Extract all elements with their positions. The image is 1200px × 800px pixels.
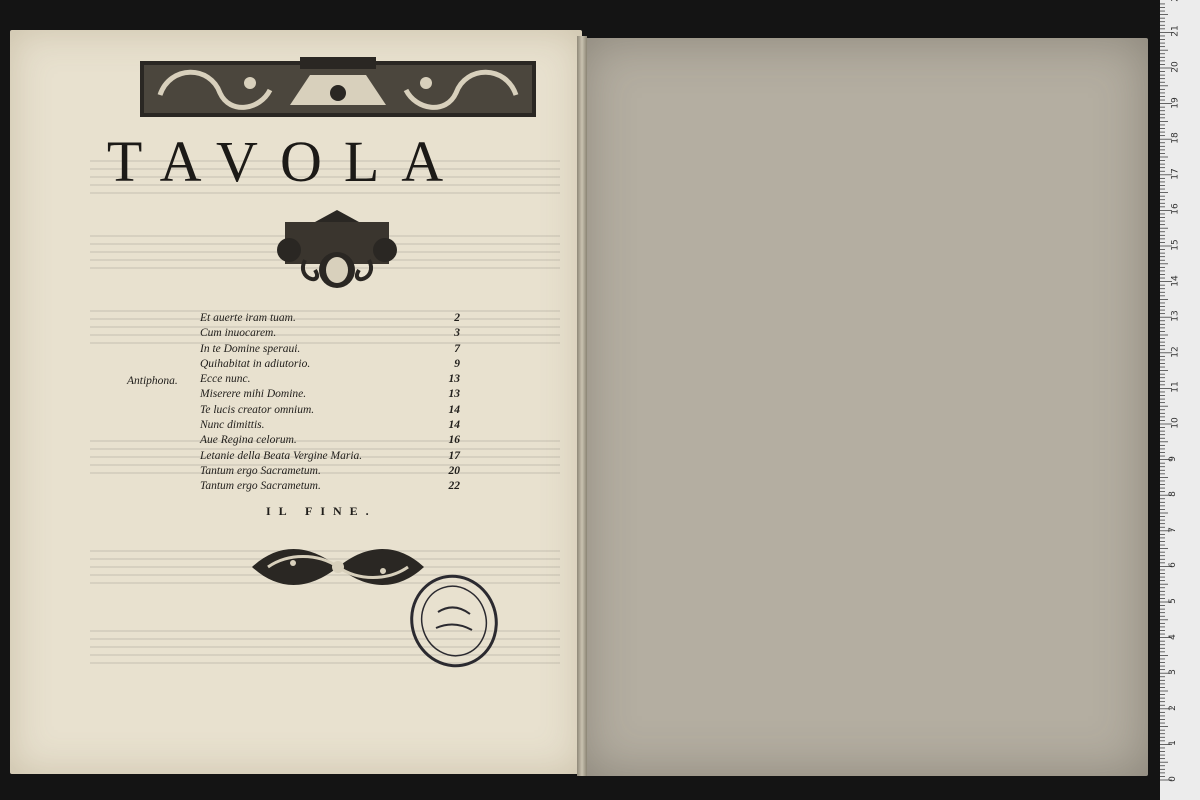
table-of-contents — [200, 311, 460, 495]
toc-entry-page: 3 — [454, 327, 460, 340]
end-text: IL FINE. — [266, 504, 377, 518]
headpiece-ornament — [140, 55, 536, 121]
toc-entry-title: Aue Regina celorum. — [200, 434, 297, 447]
tailpiece-ornament — [248, 543, 428, 591]
toc-entry-page: 14 — [448, 403, 460, 416]
toc-entry — [200, 418, 460, 433]
toc-entry — [200, 357, 460, 372]
ruler-label: 3 — [1167, 669, 1178, 676]
toc-entry-title: Tantum ergo Sacrametum. — [200, 480, 321, 493]
ruler-label: 12 — [1170, 346, 1181, 358]
toc-entry-title: Te lucis creator omnium. — [200, 403, 315, 416]
ruler-label: 19 — [1170, 96, 1181, 109]
toc-entry — [200, 449, 460, 464]
mask-ornament — [275, 210, 399, 290]
toc-entry-title: Tantum ergo Sacrametum. — [200, 464, 321, 477]
toc-entry-page: 13 — [448, 373, 460, 386]
ruler-label: 0 — [1167, 776, 1178, 782]
ruler-label: 1 — [1167, 740, 1178, 747]
toc-entry-title: Nunc dimittis. — [200, 419, 265, 432]
ruler-label: 2 — [1167, 704, 1178, 711]
toc-entry-page: 13 — [448, 388, 460, 401]
page-title: TAVOLA — [106, 129, 466, 194]
book-gutter — [577, 36, 587, 776]
toc-entry — [200, 464, 460, 479]
toc-entry-page: 9 — [454, 357, 460, 370]
ruler-ticks — [1160, 0, 1200, 800]
antiphona-label: Antiphona. — [127, 375, 178, 387]
ruler-label: 17 — [1170, 168, 1181, 180]
toc-entry-title: Ecce nunc. — [200, 373, 251, 386]
library-stamp — [408, 572, 500, 670]
toc-entry-title: Quihabitat in adiutorio. — [200, 357, 311, 370]
ruler-label: 4 — [1167, 633, 1178, 640]
toc-entry — [200, 311, 460, 326]
toc-entry-title: Miserere mihi Domine. — [200, 388, 307, 401]
ruler-label: 21 — [1170, 25, 1181, 38]
toc-entry-page: 17 — [448, 449, 460, 462]
ruler-label: 7 — [1167, 526, 1178, 533]
toc-entry-page: 16 — [448, 434, 460, 447]
toc-entry-title: Letanie della Beata Vergine Maria. — [200, 449, 363, 462]
ruler-label: 15 — [1170, 239, 1181, 251]
toc-entry — [200, 326, 460, 341]
toc-entry — [200, 372, 460, 387]
toc-entry-title: Cum inuocarem. — [200, 327, 277, 340]
ruler-label: 6 — [1167, 562, 1178, 569]
toc-entry-page: 2 — [454, 312, 460, 324]
ruler-label: 20 — [1170, 61, 1181, 73]
ruler-label: 16 — [1170, 203, 1181, 216]
ruler-label: 9 — [1167, 455, 1178, 462]
ruler-label: 10 — [1170, 417, 1181, 429]
toc-entry-page: 7 — [454, 342, 460, 355]
ruler-label: 18 — [1170, 132, 1181, 144]
toc-entry — [200, 433, 460, 448]
toc-entry-page: 20 — [448, 464, 460, 477]
ruler-label — [1171, 0, 1181, 2]
ruler-label: 14 — [1170, 274, 1181, 287]
ruler-label: 8 — [1167, 491, 1178, 498]
toc-entry — [200, 479, 460, 494]
right-page — [582, 38, 1148, 776]
toc-entry — [200, 403, 460, 418]
toc-entry-title: In te Domine speraui. — [200, 342, 301, 355]
measuring-ruler — [1160, 0, 1200, 800]
ruler-label: 13 — [1170, 310, 1181, 322]
toc-entry-page: 14 — [448, 419, 460, 432]
toc-entry-page: 22 — [448, 480, 460, 493]
ruler-label: 5 — [1167, 598, 1178, 604]
toc-entry-title: Et auerte iram tuam. — [200, 312, 296, 324]
toc-entry — [200, 387, 460, 402]
toc-entry — [200, 342, 460, 357]
ruler-label: 11 — [1170, 381, 1181, 394]
